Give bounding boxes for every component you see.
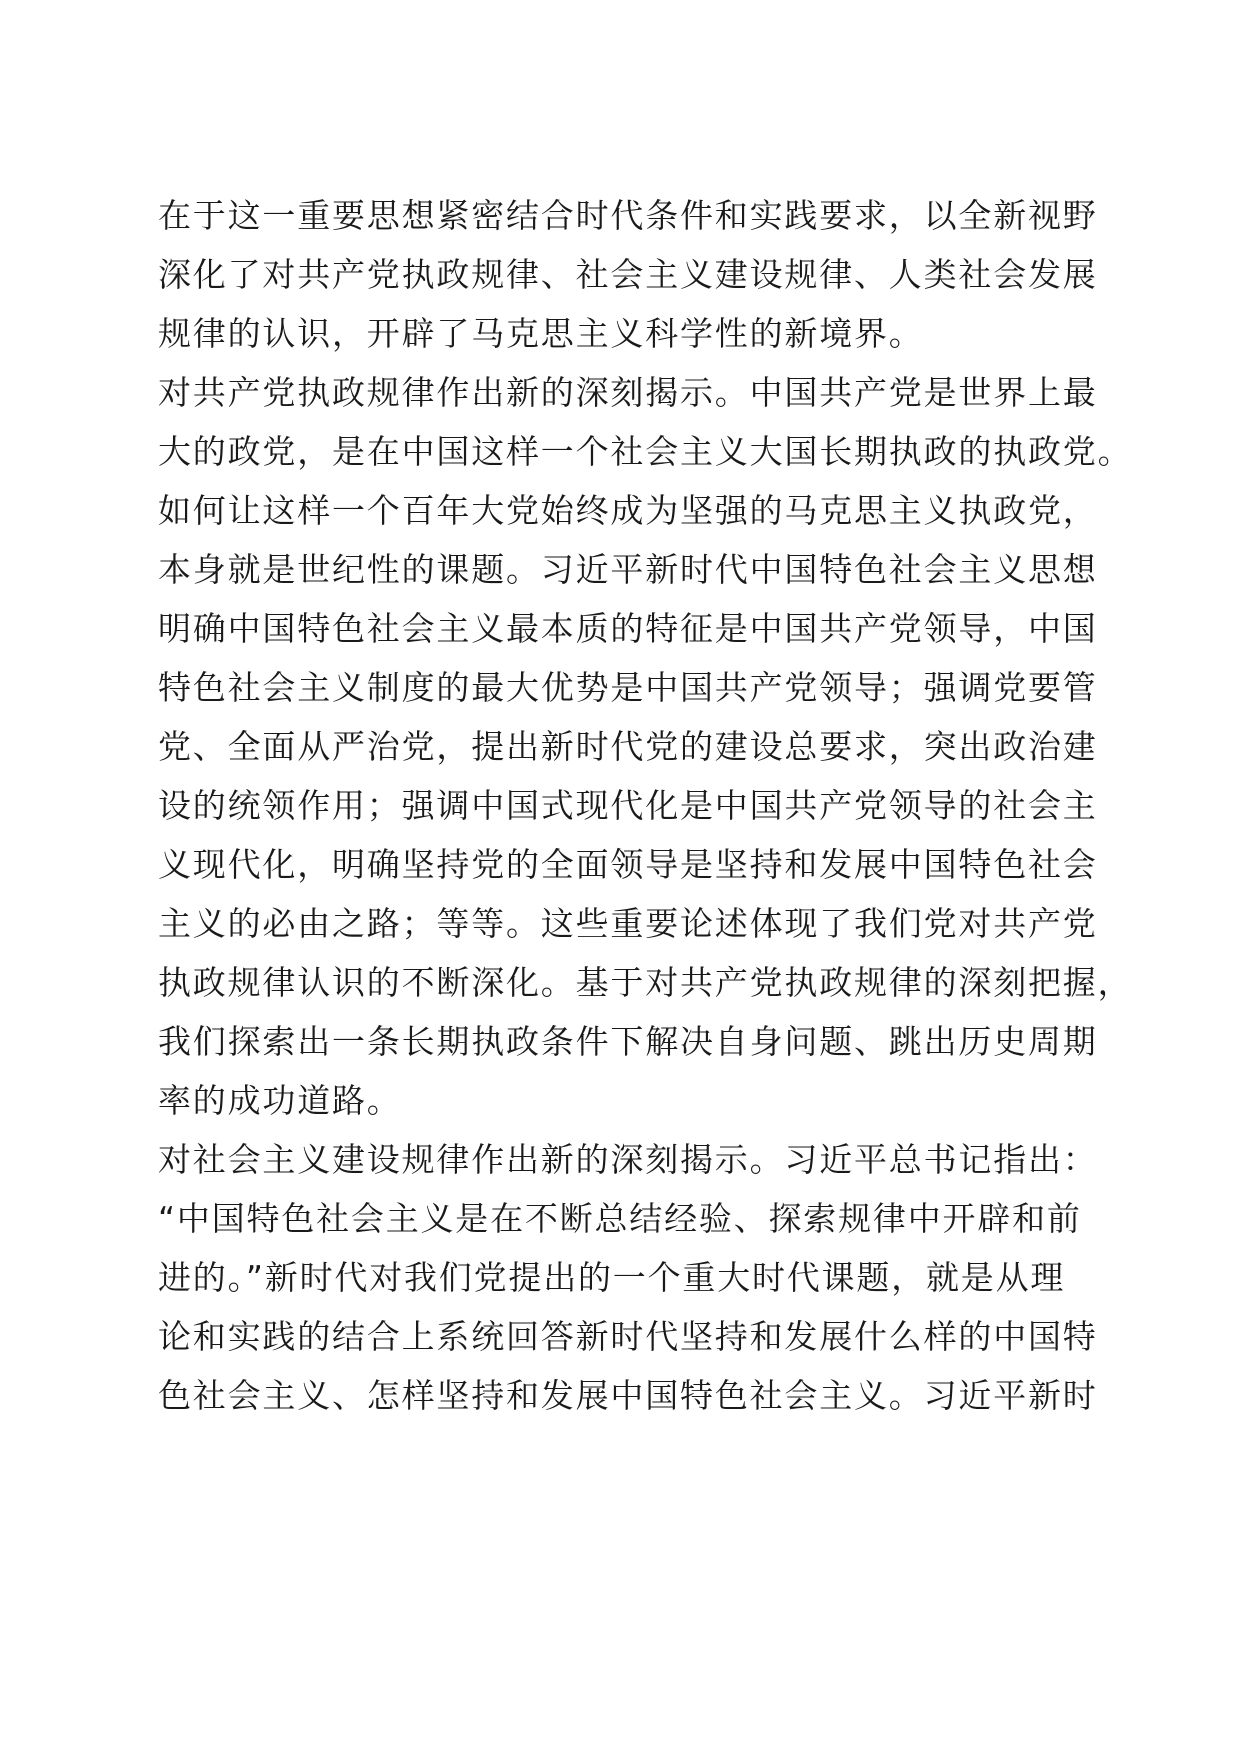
text-line: 率的成功道路。 [158, 1081, 402, 1120]
text-line: 对社会主义建设规律作出新的深刻揭示。习近平总书记指出： [158, 1140, 1098, 1179]
text-line: 主义的必由之路；等等。这些重要论述体现了我们党对共产党 [158, 904, 1098, 943]
text-line: 我们探索出一条长期执政条件下解决自身问题、跳出历史周期 [158, 1022, 1098, 1061]
text-line: 执政规律认识的不断深化。基于对共产党执政规律的深刻把握， [158, 963, 1133, 1002]
text-line: 党、全面从严治党，提出新时代党的建设总要求，突出政治建 [158, 727, 1098, 766]
text-line: 大的政党，是在中国这样一个社会主义大国长期执政的执政党。 [158, 432, 1133, 471]
body-text [158, 186, 1133, 1425]
text-line: 对共产党执政规律作出新的深刻揭示。中国共产党是世界上最 [158, 373, 1098, 412]
text-line: 色社会主义、怎样坚持和发展中国特色社会主义。习近平新时 [158, 1376, 1098, 1415]
text-line: 明确中国特色社会主义最本质的特征是中国共产党领导，中国 [158, 609, 1098, 648]
text-line: 论和实践的结合上系统回答新时代坚持和发展什么样的中国特 [158, 1317, 1098, 1356]
text-line: “中国特色社会主义是在不断总结经验、探索规律中开辟和前 [158, 1199, 1082, 1238]
text-line: 义现代化，明确坚持党的全面领导是坚持和发展中国特色社会 [158, 845, 1098, 884]
text-line: 设的统领作用；强调中国式现代化是中国共产党领导的社会主 [158, 786, 1098, 825]
text-line: 进的。”新时代对我们党提出的一个重大时代课题，就是从理 [158, 1258, 1066, 1297]
text-line: 规律的认识，开辟了马克思主义科学性的新境界。 [158, 314, 924, 353]
text-line: 特色社会主义制度的最大优势是中国共产党领导；强调党要管 [158, 668, 1098, 707]
text-line: 如何让这样一个百年大党始终成为坚强的马克思主义执政党， [158, 491, 1098, 530]
text-line: 在于这一重要思想紧密结合时代条件和实践要求，以全新视野 [158, 196, 1098, 235]
text-line: 深化了对共产党执政规律、社会主义建设规律、人类社会发展 [158, 255, 1098, 294]
text-line: 本身就是世纪性的课题。习近平新时代中国特色社会主义思想 [158, 550, 1098, 589]
